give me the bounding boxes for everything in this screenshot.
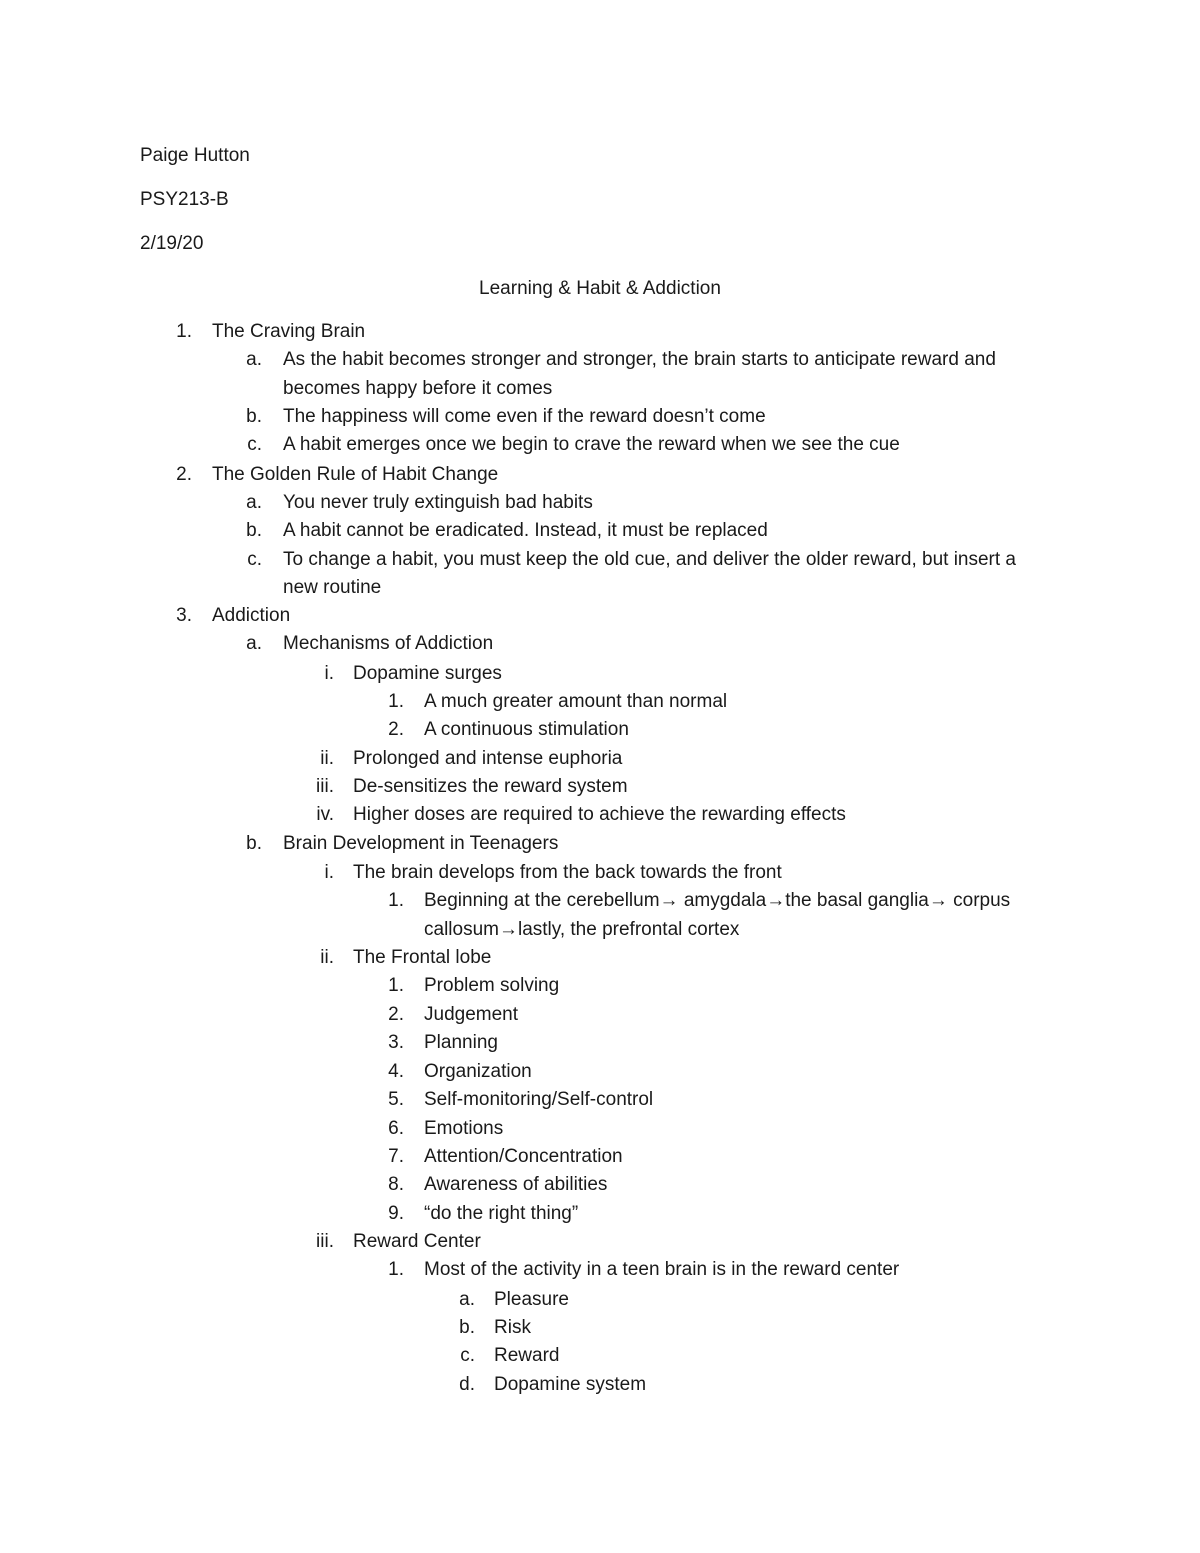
list-item-text: Attention/Concentration <box>424 1146 623 1167</box>
list-marker: 5. <box>388 1089 404 1110</box>
list-marker: c. <box>460 1345 475 1366</box>
list-marker: 3. <box>176 605 192 626</box>
list-item-text: “do the right thing” <box>424 1203 579 1224</box>
section-heading: The Golden Rule of Habit Change <box>212 464 499 485</box>
list-marker: 1. <box>176 321 192 342</box>
list-marker: b. <box>246 520 262 541</box>
list-item-text: Self-monitoring/Self-control <box>424 1089 654 1110</box>
list-item-text: Pleasure <box>494 1289 569 1310</box>
list-item-text: A habit emerges once we begin to crave the reward when we see the cue <box>283 434 900 455</box>
list-item-text: Risk <box>494 1317 531 1338</box>
list-marker: a. <box>246 349 262 370</box>
list-marker: 1. <box>388 975 404 996</box>
list-marker: iv. <box>316 804 334 825</box>
subsection-heading: Mechanisms of Addiction <box>283 633 494 654</box>
list-item-text: callosum→lastly, the prefrontal cortex <box>424 919 740 940</box>
list-marker: 1. <box>388 890 404 911</box>
list-marker: c. <box>247 434 262 455</box>
list-marker: 4. <box>388 1061 404 1082</box>
list-marker: iii. <box>316 1231 334 1252</box>
list-marker: i. <box>324 663 334 684</box>
list-item-text: Planning <box>424 1032 498 1053</box>
list-marker: a. <box>459 1289 475 1310</box>
list-item-text: The brain develops from the back towards the front <box>353 862 782 883</box>
list-item-text: Dopamine surges <box>353 663 502 684</box>
list-item-text: De-sensitizes the reward system <box>353 776 628 797</box>
list-marker: 1. <box>388 691 404 712</box>
list-marker: 7. <box>388 1146 404 1167</box>
list-marker: b. <box>459 1317 475 1338</box>
list-item-text: Reward Center <box>353 1231 481 1252</box>
list-item-text: Reward <box>494 1345 560 1366</box>
list-marker: 8. <box>388 1174 404 1195</box>
list-item-text: Most of the activity in a teen brain is in the reward center <box>424 1259 900 1280</box>
list-marker: 2. <box>388 719 404 740</box>
list-item-text: Prolonged and intense euphoria <box>353 748 623 769</box>
document-date: 2/19/20 <box>140 233 204 254</box>
list-item-text: Beginning at the cerebellum→ amygdala→the basal ganglia→ corpus <box>424 890 1011 911</box>
list-marker: ii. <box>320 947 334 968</box>
list-item-text: Organization <box>424 1061 532 1082</box>
list-item-text: Dopamine system <box>494 1374 647 1395</box>
list-item-text: Higher doses are required to achieve the rewarding effects <box>353 804 846 825</box>
list-marker: ii. <box>320 748 334 769</box>
list-item-text: The Frontal lobe <box>353 947 492 968</box>
list-marker: b. <box>246 833 262 854</box>
section-heading: Addiction <box>212 605 291 626</box>
list-item-text: new routine <box>283 577 382 598</box>
list-item-text: To change a habit, you must keep the old cue, and deliver the older reward, but insert a <box>283 549 1017 570</box>
list-marker: 1. <box>388 1259 404 1280</box>
list-item-text: Emotions <box>424 1118 504 1139</box>
list-marker: i. <box>324 862 334 883</box>
section-heading: The Craving Brain <box>212 321 366 342</box>
course-code: PSY213-B <box>140 189 229 210</box>
list-item-text: A habit cannot be eradicated. Instead, it must be replaced <box>283 520 768 541</box>
list-item-text: Awareness of abilities <box>424 1174 608 1195</box>
subsection-heading: Brain Development in Teenagers <box>283 833 559 854</box>
list-marker: c. <box>247 549 262 570</box>
list-marker: d. <box>459 1374 475 1395</box>
list-marker: 6. <box>388 1118 404 1139</box>
author-name: Paige Hutton <box>140 145 250 166</box>
list-item-text: As the habit becomes stronger and stronger, the brain starts to anticipate reward and <box>283 349 996 370</box>
list-marker: b. <box>246 406 262 427</box>
list-marker: 9. <box>388 1203 404 1224</box>
list-marker: 3. <box>388 1032 404 1053</box>
list-marker: 2. <box>388 1004 404 1025</box>
list-item-text: You never truly extinguish bad habits <box>283 492 593 513</box>
list-marker: iii. <box>316 776 334 797</box>
list-item-text: becomes happy before it comes <box>283 378 553 399</box>
list-item-text: A much greater amount than normal <box>424 691 728 712</box>
list-marker: a. <box>246 633 262 654</box>
list-marker: a. <box>246 492 262 513</box>
list-item-text: Problem solving <box>424 975 560 996</box>
list-item-text: A continuous stimulation <box>424 719 629 740</box>
list-item-text: Judgement <box>424 1004 519 1025</box>
document-title: Learning & Habit & Addiction <box>479 278 721 299</box>
list-item-text: The happiness will come even if the reward doesn’t come <box>283 406 766 427</box>
list-marker: 2. <box>176 464 192 485</box>
